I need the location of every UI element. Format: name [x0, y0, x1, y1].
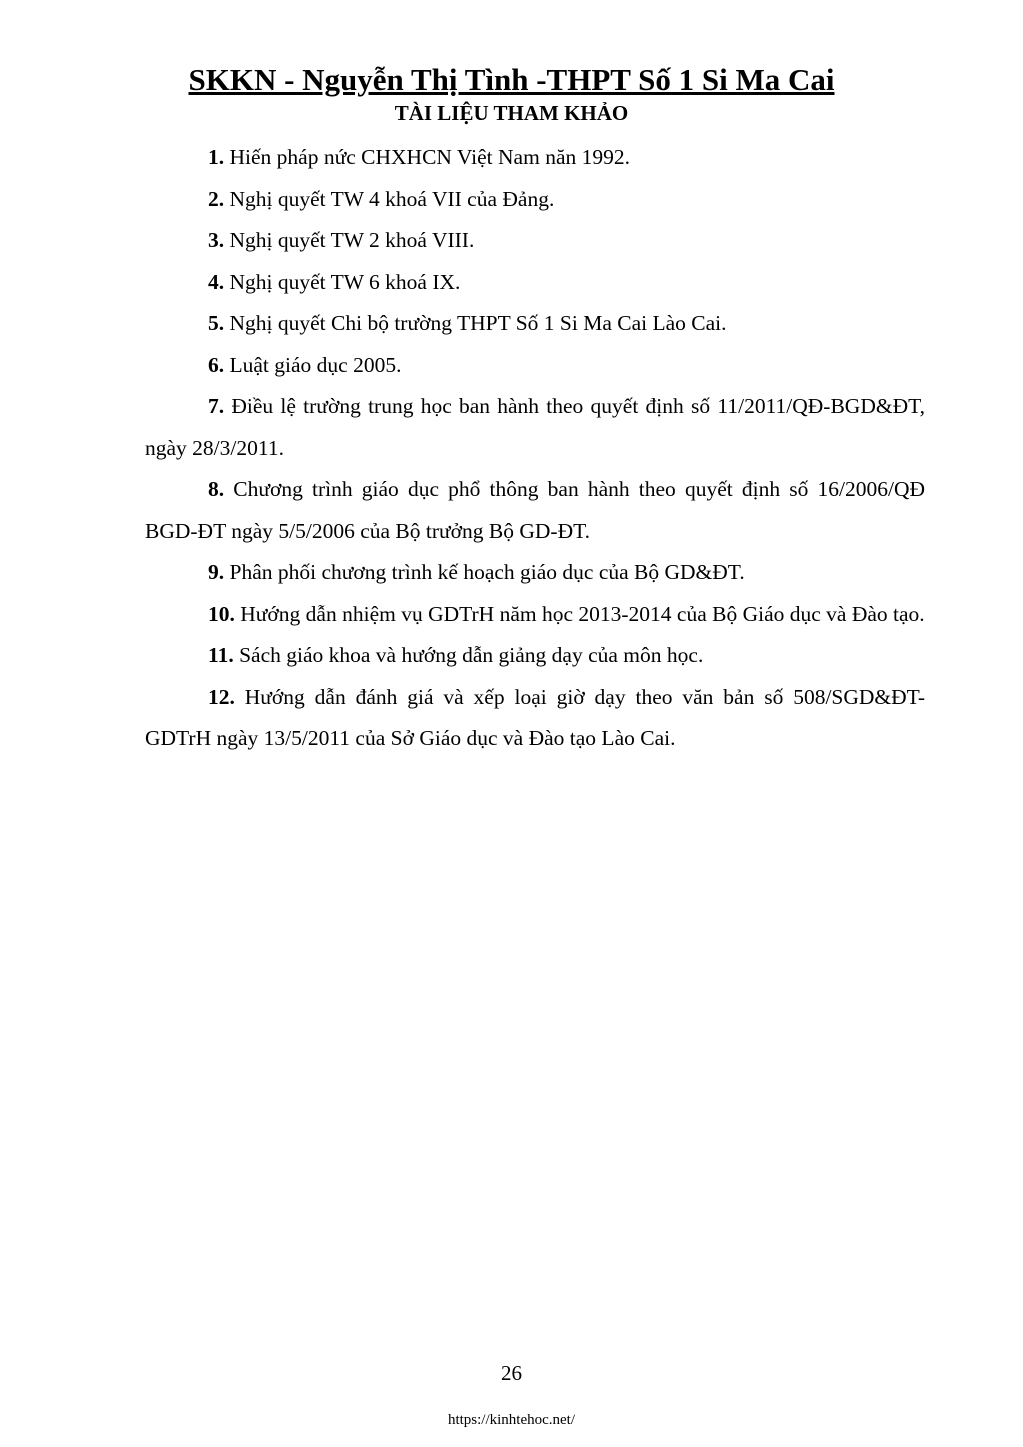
reference-text: Sách giáo khoa và hướng dẫn giảng dạy của môn học.	[239, 643, 704, 667]
reference-text: Nghị quyết TW 6 khoá IX.	[229, 269, 461, 294]
reference-item	[145, 262, 925, 304]
section-title: TÀI LIỆU THAM KHẢO	[394, 101, 629, 125]
reference-text: Nghị quyết TW 2 khoá VIII.	[229, 228, 475, 252]
reference-text: Hướng dẫn đánh giá và xếp loại giờ dạy theo văn bản số 508/SGD&ĐT-GDTrH ngày 13/5/2011 của Sở Giáo dục và Đào tạo Lào Cai.	[145, 684, 925, 750]
reference-number: 11.	[208, 643, 234, 667]
reference-item	[145, 179, 925, 221]
reference-number: 12.	[208, 684, 235, 709]
page-number: 26	[501, 1361, 522, 1385]
reference-text: Phân phối chương trình kế hoạch giáo dục của Bộ GD&ĐT.	[229, 560, 745, 584]
reference-item	[145, 220, 925, 262]
reference-text: Chương trình giáo dục phổ thông ban hành theo quyết định số 16/2006/QĐ BGD-ĐT ngày 5/5/2006 của Bộ trưởng Bộ GD-ĐT.	[145, 477, 926, 543]
reference-item	[145, 469, 925, 552]
reference-text: Luật giáo dục 2005.	[229, 352, 402, 377]
reference-number: 3.	[208, 228, 225, 252]
reference-number: 9.	[208, 560, 225, 584]
reference-number: 2.	[208, 186, 225, 211]
reference-item	[145, 345, 925, 387]
reference-number: 10.	[208, 601, 235, 626]
reference-item	[145, 386, 925, 469]
reference-number: 6.	[208, 352, 225, 377]
reference-text: Điều lệ trường trung học ban hành theo quyết định số 11/2011/QĐ-BGD&ĐT, ngày 28/3/2011.	[145, 394, 926, 460]
reference-item	[145, 303, 925, 345]
reference-text: Nghị quyết Chi bộ trường THPT Số 1 Si Ma Cai Lào Cai.	[229, 311, 727, 335]
reference-text: Hướng dẫn nhiệm vụ GDTrH năm học 2013-2014 của Bộ Giáo dục và Đào tạo.	[240, 601, 925, 626]
reference-item	[145, 552, 925, 594]
reference-number: 5.	[208, 311, 225, 335]
reference-text: Hiến pháp nức CHXHCN Việt Nam năn 1992.	[229, 145, 630, 169]
page-header-title: SKKN - Nguyễn Thị Tình -THPT Số 1 Si Ma Cai	[188, 62, 835, 97]
reference-item	[145, 594, 925, 636]
reference-number: 1.	[208, 145, 225, 169]
reference-text: Nghị quyết TW 4 khoá VII của Đảng.	[229, 186, 555, 211]
reference-item	[145, 677, 925, 760]
reference-item	[145, 137, 925, 179]
reference-number: 8.	[208, 477, 225, 501]
reference-number: 7.	[208, 394, 225, 418]
reference-list	[145, 137, 925, 760]
reference-number: 4.	[208, 269, 225, 294]
footer-url[interactable]: https://kinhtehoc.net/	[447, 1412, 576, 1428]
reference-item	[145, 635, 925, 677]
